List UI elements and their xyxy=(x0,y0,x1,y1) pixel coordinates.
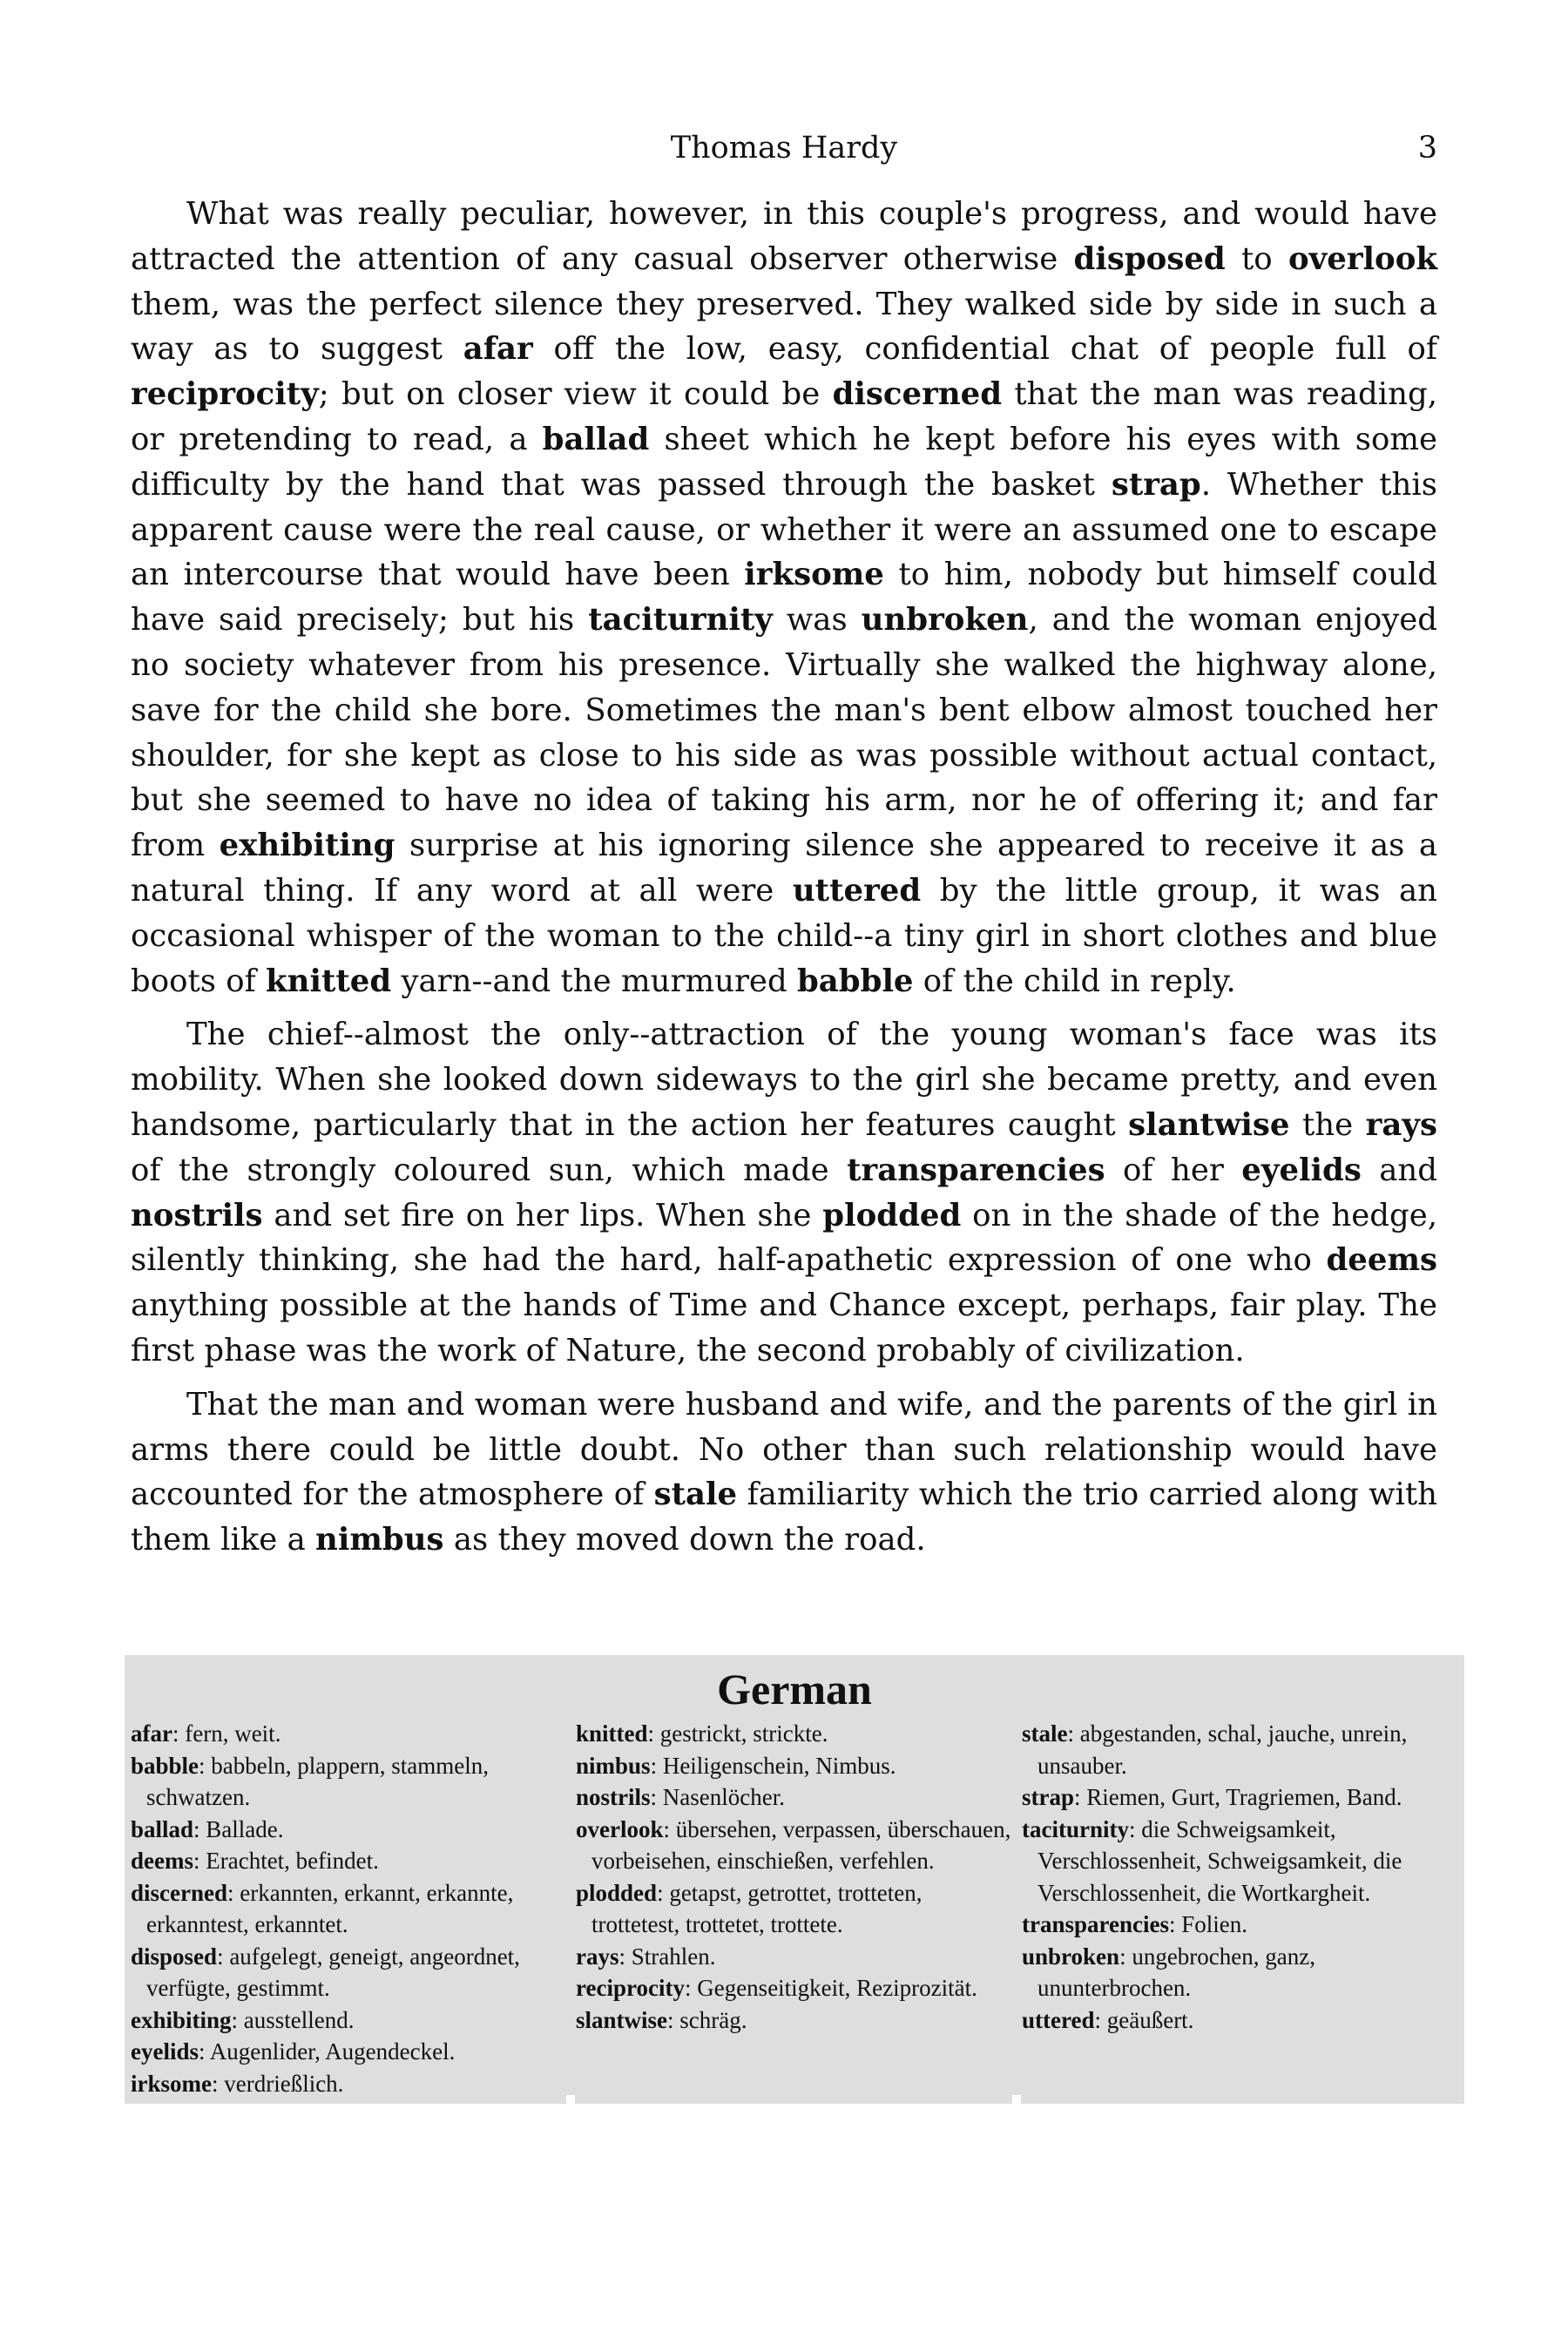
glossary-entry xyxy=(576,1877,1011,1941)
glossary-title: German xyxy=(717,1665,872,1713)
glossary-term: babble xyxy=(131,1752,199,1779)
glossary-definition: : aufgelegt, geneigt, angeordnet, verfügte, gestimmt. xyxy=(146,1943,520,2001)
column-divider xyxy=(566,2095,575,2104)
page-number: 3 xyxy=(1417,131,1437,166)
vocab-word: eyelids xyxy=(1241,1152,1362,1188)
vocab-word: overlook xyxy=(1288,240,1437,277)
glossary-definition: : ausstellend. xyxy=(231,2006,355,2033)
glossary-definition: : Augenlider, Augendeckel. xyxy=(199,2038,456,2065)
glossary-entry xyxy=(1022,1941,1457,2004)
glossary-term: strap xyxy=(1022,1784,1074,1810)
vocab-word: uttered xyxy=(792,872,922,909)
glossary-term: rays xyxy=(576,1943,619,1970)
column-divider xyxy=(1012,2095,1021,2104)
glossary-term: reciprocity xyxy=(576,1975,685,2001)
glossary-entry xyxy=(131,1718,566,1750)
glossary-term: deems xyxy=(131,1848,193,1874)
glossary-term: afar xyxy=(131,1720,172,1747)
glossary-entry xyxy=(576,1972,1011,2004)
vocab-word: ballad xyxy=(542,421,650,457)
vocab-word: babble xyxy=(796,963,914,999)
glossary-box xyxy=(125,1655,1464,2104)
glossary-entry xyxy=(576,1814,1011,1877)
author-name: Thomas Hardy xyxy=(670,131,898,166)
glossary-column xyxy=(576,1718,1011,2036)
vocab-word: irksome xyxy=(744,557,884,593)
glossary-term: overlook xyxy=(576,1815,664,1842)
glossary-term: ballad xyxy=(131,1815,194,1842)
glossary-entry xyxy=(576,2004,1011,2037)
glossary-definition: : Folien. xyxy=(1169,1911,1248,1937)
glossary-term: knitted xyxy=(576,1720,648,1747)
glossary-definition: : abgestanden, schal, jauche, unrein, unsauber. xyxy=(1037,1720,1408,1779)
running-header xyxy=(131,131,1437,172)
glossary-definition: : erkannten, erkannt, erkannte, erkanntest, erkanntet. xyxy=(146,1879,514,1937)
glossary-term: taciturnity xyxy=(1022,1815,1129,1842)
vocab-word: transparencies xyxy=(847,1152,1105,1188)
glossary-term: transparencies xyxy=(1022,1911,1169,1937)
glossary-definition: : getapst, getrottet, trotteten, trottetest, trottetet, trottete. xyxy=(591,1879,923,1937)
glossary-definition: : Gegenseitigkeit, Reziprozität. xyxy=(684,1975,977,2001)
glossary-term: uttered xyxy=(1022,2006,1095,2033)
glossary-column xyxy=(131,1718,566,2099)
vocab-word: plodded xyxy=(822,1197,962,1233)
glossary-term: nimbus xyxy=(576,1752,651,1779)
vocab-word: exhibiting xyxy=(219,828,395,864)
glossary-entry xyxy=(131,1877,566,1941)
vocab-word: afar xyxy=(463,331,533,368)
glossary-column xyxy=(1022,1718,1457,2036)
glossary-definition: : babbeln, plappern, stammeln, schwatzen. xyxy=(146,1752,489,1810)
glossary-definition: : Riemen, Gurt, Tragriemen, Band. xyxy=(1074,1784,1402,1810)
glossary-entry xyxy=(131,1814,566,1846)
glossary-definition: : übersehen, verpassen, überschauen, vorbeisehen, einschießen, verfehlen. xyxy=(591,1815,1011,1874)
vocab-word: strap xyxy=(1111,466,1201,503)
vocab-word: rays xyxy=(1365,1106,1437,1143)
glossary-entry xyxy=(131,2068,566,2100)
glossary-term: disposed xyxy=(131,1943,218,1970)
glossary-entry xyxy=(576,1941,1011,1973)
vocab-word: deems xyxy=(1326,1242,1437,1279)
glossary-term: stale xyxy=(1022,1720,1068,1747)
glossary-definition: : Erachtet, befindet. xyxy=(193,1848,379,1874)
glossary-definition: : geäußert. xyxy=(1094,2006,1194,2033)
glossary-definition: : ungebrochen, ganz, ununterbrochen. xyxy=(1037,1943,1315,2001)
glossary-entry xyxy=(1022,1718,1457,1781)
glossary-definition: : gestrickt, strickte. xyxy=(647,1720,828,1747)
glossary-term: nostrils xyxy=(576,1784,651,1810)
glossary-term: slantwise xyxy=(576,2006,668,2033)
glossary-entry xyxy=(576,1781,1011,1814)
glossary-entry xyxy=(131,1845,566,1877)
glossary-entry xyxy=(1022,1909,1457,1941)
glossary-term: eyelids xyxy=(131,2038,199,2065)
vocab-word: reciprocity xyxy=(131,376,319,413)
vocab-word: nostrils xyxy=(131,1197,263,1233)
vocab-word: nimbus xyxy=(315,1522,444,1558)
vocab-word: disposed xyxy=(1073,240,1226,277)
vocab-word: knitted xyxy=(266,963,392,999)
vocab-word: unbroken xyxy=(861,602,1029,639)
glossary-definition: : Heiligenschein, Nimbus. xyxy=(650,1752,896,1779)
glossary-entry xyxy=(1022,2004,1457,2037)
glossary-definition: : Nasenlöcher. xyxy=(650,1784,785,1810)
body-paragraph: The chief--almost the only--attraction of the young woman's face was its mobility. When she looked down sideways to the girl she became pretty, and even handsome, particularly that in the action her features caught slantwise the rays of the strongly coloured sun, which made transparencies of her eyelids and nostrils and set fire on her lips. When she plodded on in the shade of the hedge, silently thinking, she had the hard, half-apathetic expression of one who deems anything possible at the hands of Time and Chance except, perhaps, fair play. The first phase was the work of Nature, the second probably of civilization. xyxy=(131,1017,1438,1369)
vocab-word: stale xyxy=(653,1477,738,1513)
glossary-term: irksome xyxy=(131,2070,212,2097)
glossary-definition: : verdrießlich. xyxy=(211,2070,344,2097)
glossary-term: plodded xyxy=(576,1879,658,1906)
glossary-term: unbroken xyxy=(1022,1943,1120,1970)
glossary-definition: : schräg. xyxy=(667,2006,747,2033)
glossary-entry xyxy=(131,2036,566,2068)
glossary-definition: : Ballade. xyxy=(193,1815,284,1842)
body-paragraph: That the man and woman were husband and wife, and the parents of the girl in arms there could be little doubt. No other than such relationship would have accounted for the atmosphere of stale familiarity which the trio carried along with them like a nimbus as they moved down the road. xyxy=(131,1386,1438,1558)
body-text xyxy=(131,192,1437,1571)
glossary-definition: : Strahlen. xyxy=(618,1943,716,1970)
glossary-entry xyxy=(1022,1781,1457,1814)
glossary-entry xyxy=(1022,1814,1457,1909)
body-paragraph: What was really peculiar, however, in this couple's progress, and would have attracted the attention of any casual observer otherwise disposed to overlook them, was the perfect silence they preserved. They walked side by side in such a way as to suggest afar off the low, easy, confidential chat of people full of reciprocity; but on closer view it could be discerned that the man was reading, or pretending to read, a ballad sheet which he kept before his eyes with some difficulty by the hand that was passed through the basket strap. Whether this apparent cause were the real cause, or whether it were an assumed one to escape an intercourse that would have been irksome to him, nobody but himself could have said precisely; but his taciturnity was unbroken, and the woman enjoyed no society whatever from his presence. Virtually she walked the highway alone, save for the child she bore. Sometimes the man's bent elbow almost touched her shoulder, for she kept as close to his side as was possible without actual contact, but she seemed to have no idea of taking his arm, nor he of offering it; and far from exhibiting surprise at his ignoring silence she appeared to receive it as a natural thing. If any word at all were uttered by the little group, it was an occasional whisper of the woman to the child--a tiny girl in short clothes and blue boots of knitted yarn--and the murmured babble of the child in reply. xyxy=(131,196,1437,999)
vocab-word: slantwise xyxy=(1128,1106,1290,1143)
glossary-term: discerned xyxy=(131,1879,227,1906)
glossary-entry xyxy=(131,1750,566,1814)
vocab-word: discerned xyxy=(832,376,1003,413)
vocab-word: taciturnity xyxy=(588,602,773,639)
glossary-definition: : die Schweigsamkeit, Verschlossenheit, Schweigsamkeit, die Verschlossenheit, die Wortkargheit. xyxy=(1037,1815,1402,1906)
glossary-entry xyxy=(131,1941,566,2004)
glossary-definition: : fern, weit. xyxy=(172,1720,281,1747)
glossary-entry xyxy=(576,1718,1011,1750)
glossary-entry xyxy=(576,1750,1011,1782)
glossary-entry xyxy=(131,2004,566,2037)
glossary-term: exhibiting xyxy=(131,2006,232,2033)
